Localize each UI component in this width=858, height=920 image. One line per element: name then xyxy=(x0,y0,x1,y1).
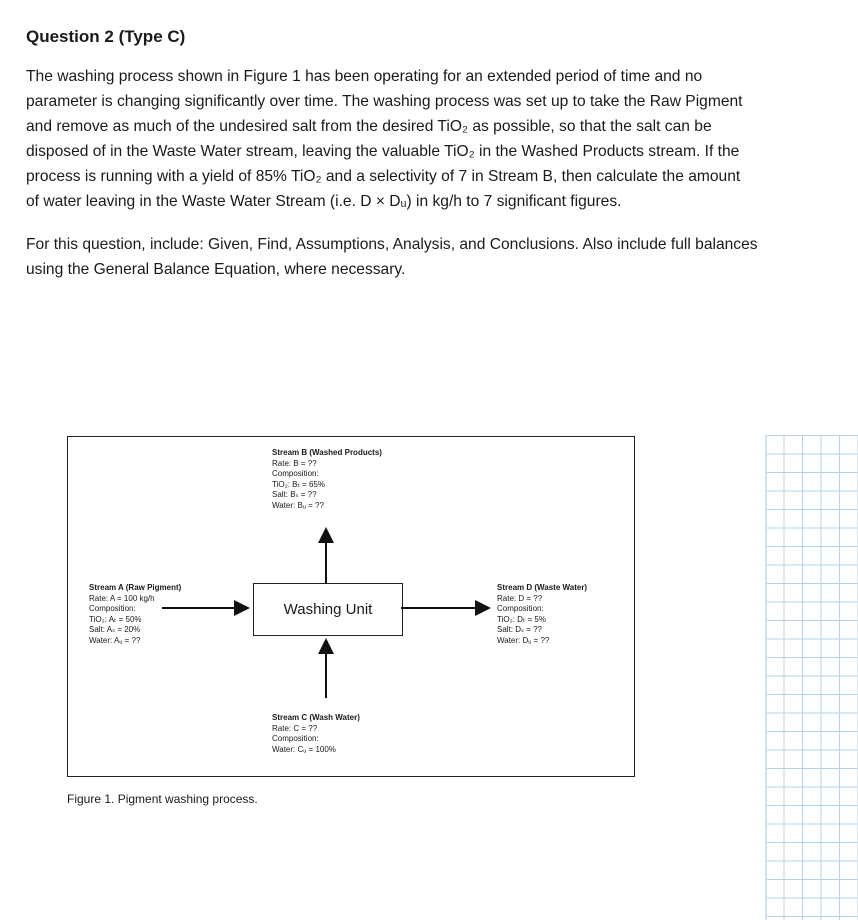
stream-line: Composition: xyxy=(272,469,319,478)
paragraph-line: The washing process shown in Figure 1 has been operating for an extended period of time and no xyxy=(26,68,703,85)
paragraph-line: For this question, include: Given, Find, Assumptions, Analysis, and Conclusions. Also include full balances xyxy=(26,236,758,253)
paragraph-line: of water leaving in the Waste Water Stream (i.e. D × Dᵤ) in kg/h to 7 significant figures. xyxy=(26,193,622,210)
stream-line: Rate: D = ?? xyxy=(497,593,543,603)
stream-line: TiO₂: Dₜ = 5% xyxy=(497,614,546,624)
paragraph-line: parameter is changing significantly over time. The washing process was set up to take the Raw Pigment xyxy=(26,93,743,110)
instructions-paragraph xyxy=(26,232,844,282)
question-heading: Question 2 (Type C) xyxy=(26,27,186,46)
stream-line: Composition: xyxy=(272,734,319,743)
washing-unit-box xyxy=(253,583,403,636)
paragraph-line: disposed of in the Waste Water stream, leaving the valuable TiO₂ in the Washed Products stream. If the xyxy=(26,143,740,160)
stream-line: Water: Bᵤ = ?? xyxy=(272,500,324,510)
stream-c-label xyxy=(272,713,360,755)
stream-line: Rate: B = ?? xyxy=(272,458,317,468)
grid-paper-background xyxy=(765,435,858,920)
stream-line: Composition: xyxy=(89,604,136,613)
stream-line: Water: Aᵤ = ?? xyxy=(89,635,141,645)
paragraph-line: and remove as much of the undesired salt from the desired TiO₂ as possible, so that the salt can be xyxy=(26,118,712,135)
stream-line: Rate: C = ?? xyxy=(272,723,318,733)
stream-line: Salt: Dₛ = ?? xyxy=(497,625,543,634)
stream-title: Stream B (Washed Products) xyxy=(272,448,382,457)
paragraph-line: using the General Balance Equation, where necessary. xyxy=(26,261,406,278)
stream-title: Stream A (Raw Pigment) xyxy=(89,583,182,592)
stream-line: Water: Cᵤ = 100% xyxy=(272,744,336,754)
stream-line: Salt: Aₛ = 20% xyxy=(89,625,141,634)
stream-b-label xyxy=(272,448,382,511)
stream-line: Water: Dᵤ = ?? xyxy=(497,635,550,645)
stream-d-label xyxy=(497,583,587,646)
process-diagram xyxy=(67,436,635,777)
stream-a-label xyxy=(89,583,181,646)
stream-title: Stream C (Wash Water) xyxy=(272,713,360,722)
paragraph-line: process is running with a yield of 85% TiO₂ and a selectivity of 7 in Stream B, then calculate the amount xyxy=(26,168,741,185)
grid-edge xyxy=(765,435,767,920)
stream-line: Salt: Bₛ = ?? xyxy=(272,490,317,499)
stream-title: Stream D (Waste Water) xyxy=(497,583,588,592)
stream-line: TiO₂: Aₜ = 50% xyxy=(89,614,142,624)
question-paragraph xyxy=(26,64,844,214)
stream-line: Composition: xyxy=(497,604,544,613)
stream-line: Rate: A = 100 kg/h xyxy=(89,593,155,603)
figure-caption: Figure 1. Pigment washing process. xyxy=(67,792,258,806)
stream-line: TiO₂: Bₜ = 65% xyxy=(272,479,325,489)
washing-unit-label: Washing Unit xyxy=(283,601,373,618)
